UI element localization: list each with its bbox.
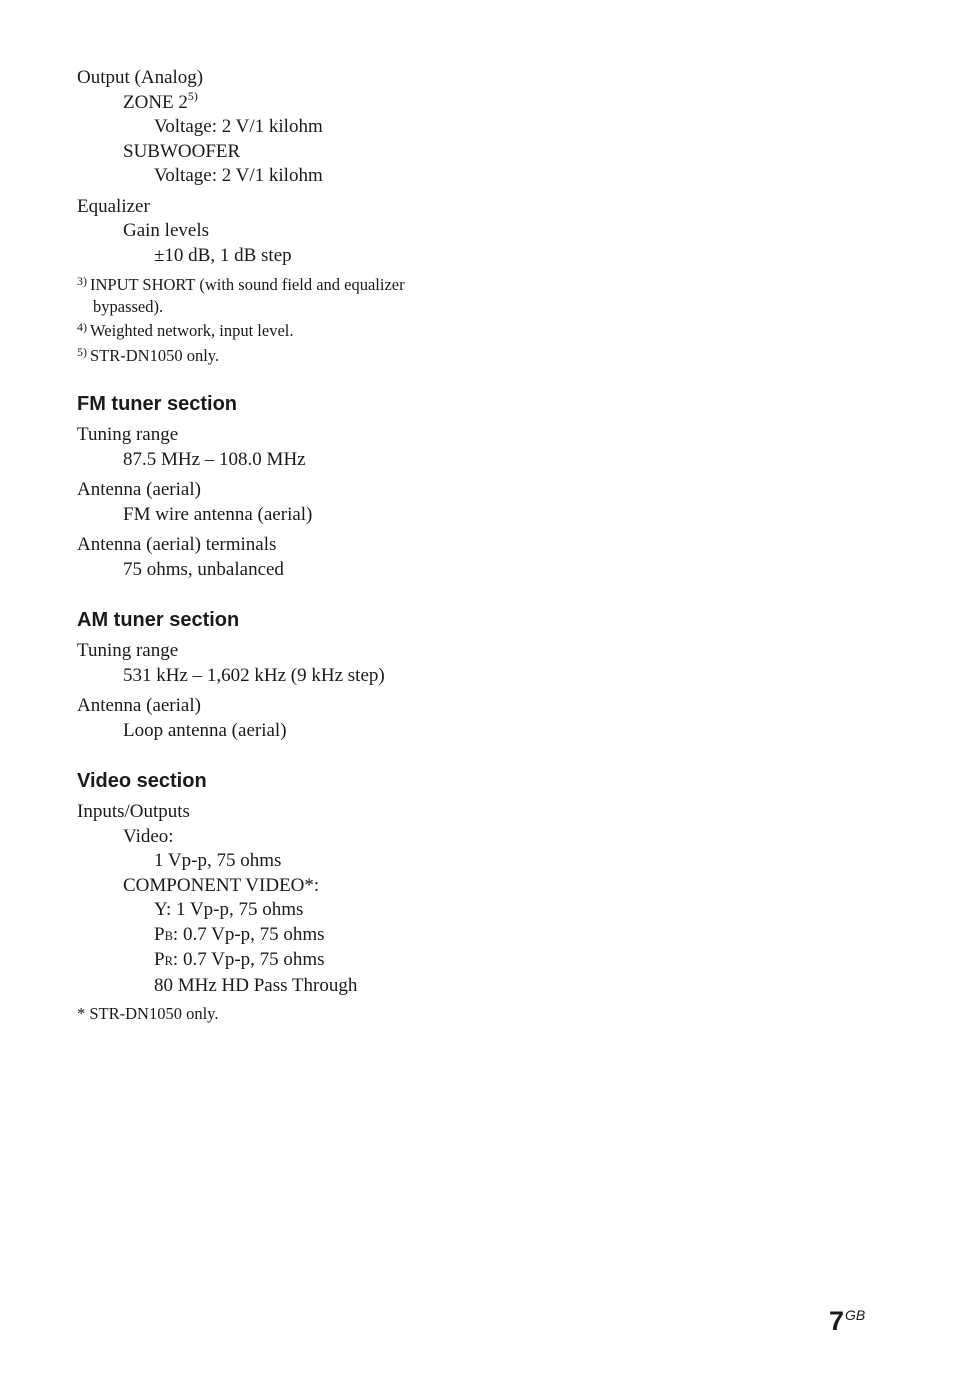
footnote-mark: 3) bbox=[77, 274, 87, 288]
fm-terminals-label: Antenna (aerial) terminals bbox=[77, 534, 277, 555]
output-analog-heading: Output (Analog) bbox=[77, 67, 204, 88]
fm-tuner-section-title: FM tuner section bbox=[77, 393, 238, 415]
am-antenna-label: Antenna (aerial) bbox=[77, 695, 201, 716]
footnote-3 bbox=[77, 271, 497, 296]
footnote-text: INPUT SHORT (with sound field and equalizer bbox=[90, 275, 405, 294]
am-antenna-group bbox=[77, 694, 497, 743]
footnote-mark: 5) bbox=[77, 344, 87, 359]
video-section-title: Video section bbox=[77, 770, 207, 792]
zone2-label bbox=[77, 88, 497, 116]
spec-page bbox=[77, 66, 497, 1025]
fm-antenna-value: FM wire antenna (aerial) bbox=[123, 503, 313, 525]
footnote-text: Weighted network, input level. bbox=[90, 321, 294, 340]
video-io-group bbox=[77, 800, 497, 998]
page-number-suffix: GB bbox=[845, 1307, 866, 1323]
fm-antenna-label: Antenna (aerial) bbox=[77, 479, 201, 500]
output-analog-group bbox=[77, 66, 497, 189]
fm-antenna-group bbox=[77, 478, 497, 527]
equalizer-heading: Equalizer bbox=[77, 195, 150, 217]
footnote-mark: 4) bbox=[77, 320, 87, 334]
component-video-label: COMPONENT VIDEO*: bbox=[123, 874, 320, 896]
pb-letter: P bbox=[154, 923, 165, 945]
component-video-note: * STR-DN1050 only. bbox=[77, 1004, 219, 1023]
video-value: 1 Vp-p, 75 ohms bbox=[154, 850, 282, 871]
pr-letter: P bbox=[154, 949, 165, 970]
footnote-4 bbox=[77, 317, 497, 342]
gain-levels-label: Gain levels bbox=[123, 220, 210, 241]
footnotes bbox=[77, 271, 497, 366]
am-tuning-range-group bbox=[77, 639, 497, 688]
fm-terminals-value: 75 ohms, unbalanced bbox=[123, 558, 284, 580]
gain-levels-value: ±10 dB, 1 dB step bbox=[154, 244, 292, 266]
component-pr-value bbox=[77, 948, 497, 974]
page-number-value: 7 bbox=[829, 1306, 845, 1336]
subwoofer-label: SUBWOOFER bbox=[123, 140, 241, 162]
component-pb-value bbox=[77, 923, 497, 949]
page-number bbox=[829, 1306, 865, 1337]
fm-tuning-range-value: 87.5 MHz – 108.0 MHz bbox=[123, 448, 306, 470]
component-y-value: Y: 1 Vp-p, 75 ohms bbox=[154, 899, 304, 920]
pb-subscript: B bbox=[164, 928, 173, 943]
am-tuning-range-label: Tuning range bbox=[77, 640, 179, 661]
subwoofer-voltage: Voltage: 2 V/1 kilohm bbox=[154, 165, 323, 186]
pr-text: : 0.7 Vp-p, 75 ohms bbox=[172, 949, 325, 970]
am-tuning-range-value: 531 kHz – 1,602 kHz (9 kHz step) bbox=[123, 664, 385, 686]
footnote-5 bbox=[77, 342, 497, 367]
fm-tuning-range-group bbox=[77, 423, 497, 472]
fm-tuning-range-label: Tuning range bbox=[77, 424, 179, 445]
inputs-outputs-label: Inputs/Outputs bbox=[77, 801, 190, 822]
fm-terminals-group bbox=[77, 533, 497, 582]
video-label: Video: bbox=[123, 825, 174, 847]
hd-pass-through-value: 80 MHz HD Pass Through bbox=[154, 974, 358, 996]
zone2-voltage: Voltage: 2 V/1 kilohm bbox=[154, 116, 323, 137]
footnote-3-continued: bypassed). bbox=[93, 296, 164, 316]
zone2-footnote-mark: 5) bbox=[187, 88, 198, 103]
pr-subscript: R bbox=[164, 954, 173, 968]
equalizer-group bbox=[77, 195, 497, 269]
am-tuner-section-title: AM tuner section bbox=[77, 609, 240, 631]
am-antenna-value: Loop antenna (aerial) bbox=[123, 719, 287, 741]
footnote-text: STR-DN1050 only. bbox=[90, 345, 220, 365]
zone2-label-text: ZONE 2 bbox=[123, 91, 188, 113]
pb-text: : 0.7 Vp-p, 75 ohms bbox=[172, 923, 325, 945]
